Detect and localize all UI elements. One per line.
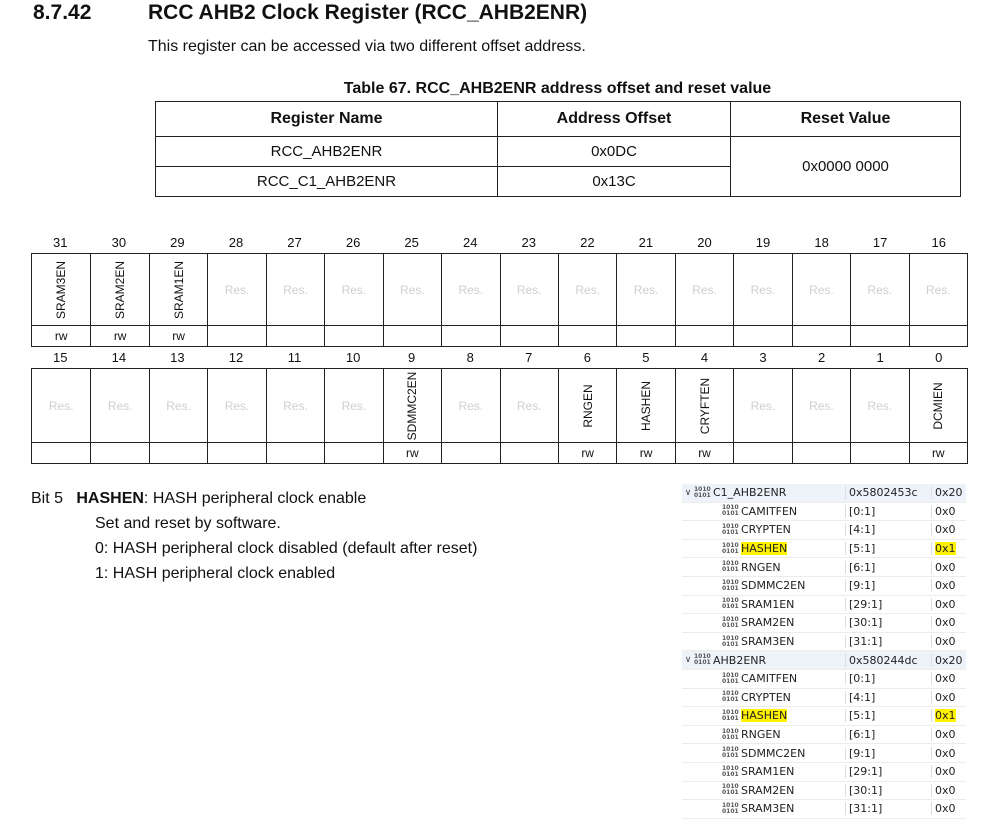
field-name: HASHEN: [741, 709, 788, 723]
access-cell: [324, 443, 382, 463]
bit-description: [31, 486, 477, 586]
bit-number: 19: [755, 235, 771, 250]
field-name: SRAM2EN: [741, 783, 795, 797]
field-value: 0x0: [935, 523, 956, 537]
access-cell: [266, 326, 324, 346]
bit-number: 13: [170, 350, 185, 365]
binary-field-icon: 1010 0101: [722, 541, 739, 555]
access-cell: [266, 443, 324, 463]
bit-field-cell: [792, 369, 850, 442]
register-field-row[interactable]: [682, 670, 966, 689]
field-value-cell: [931, 784, 966, 797]
field-value-cell: [931, 579, 966, 592]
field-name-cell: [682, 784, 845, 797]
field-name: HASHEN: [741, 542, 788, 556]
field-value-cell: [931, 635, 966, 648]
register-field-row[interactable]: [682, 558, 966, 577]
access-cell: [558, 326, 616, 346]
bit-field-cell: [266, 369, 324, 442]
bit-number: 27: [287, 235, 302, 250]
debugger-register-view[interactable]: [682, 484, 966, 819]
bit-number: 12: [228, 350, 244, 365]
field-value: 0x0: [935, 802, 956, 816]
bit-field-cell: [441, 369, 499, 442]
bit-field-cell: [90, 369, 148, 442]
bit-description-line: 0: HASH peripheral clock disabled (default after reset): [95, 540, 478, 557]
access-cell: [733, 326, 791, 346]
field-value-cell: [931, 728, 966, 741]
register-field-row[interactable]: [682, 521, 966, 540]
bit-field-cell: [32, 369, 90, 442]
field-value-cell: [931, 747, 966, 760]
bit-number: 28: [228, 235, 244, 250]
field-bits: [5:1]: [845, 709, 931, 722]
access-cell: rw: [90, 326, 148, 346]
bit-description-line: Set and reset by software.: [95, 515, 281, 532]
bit-number-row: [31, 235, 968, 253]
reserved-label: Res.: [867, 282, 893, 297]
bit-field-cell: [792, 254, 850, 325]
table-caption: Table 67. RCC_AHB2ENR address offset and reset value: [343, 80, 772, 97]
binary-register-icon: 1010 0101: [694, 485, 711, 499]
chevron-down-icon[interactable]: ∨: [684, 655, 692, 666]
bitfield-upper: [31, 235, 968, 347]
field-bits: [4:1]: [845, 523, 931, 536]
reserved-label: Res.: [283, 282, 308, 297]
binary-field-icon: 1010 0101: [722, 522, 739, 536]
bit-number: 18: [814, 235, 829, 250]
access-cell: rw: [616, 443, 674, 463]
field-name-label: RNGEN: [580, 383, 595, 428]
bit-field-cell: [207, 369, 265, 442]
field-name: SRAM3EN: [741, 635, 795, 649]
binary-field-icon: 1010 0101: [722, 764, 739, 778]
binary-field-icon: 1010 0101: [722, 504, 739, 518]
reset-value-cell: 0x0000 0000: [731, 137, 961, 197]
reserved-label: Res.: [575, 282, 600, 297]
field-name-cell: [682, 561, 845, 574]
field-bits: [9:1]: [845, 579, 931, 592]
bit-number: 7: [525, 350, 533, 365]
bit-field-cell: [616, 369, 674, 442]
access-cell: [383, 326, 441, 346]
register-name: C1_AHB2ENR: [713, 486, 787, 500]
register-name-cell: RCC_AHB2ENR: [156, 137, 498, 167]
field-value-cell: [931, 598, 966, 611]
access-row: [31, 325, 968, 347]
bit-field-cell: [383, 369, 441, 442]
field-name-cell: [682, 598, 845, 611]
field-name: SDMMC2EN: [741, 579, 806, 593]
register-field-row[interactable]: [682, 596, 966, 615]
binary-field-icon: 1010 0101: [722, 801, 739, 815]
field-name: RNGEN: [741, 728, 781, 742]
register-value: 0x20: [931, 486, 966, 499]
register-field-row[interactable]: [682, 744, 966, 763]
field-name-cell: [682, 765, 845, 778]
register-value: 0x20: [931, 654, 966, 667]
field-name-label: HASHEN: [639, 380, 654, 431]
field-value: 0x0: [935, 616, 956, 630]
field-bits: [30:1]: [845, 616, 931, 629]
field-value-cell: [931, 542, 966, 555]
field-value: 0x0: [935, 746, 956, 760]
field-name: SDMMC2EN: [741, 746, 806, 760]
register-field-row[interactable]: [682, 763, 966, 782]
field-name: CRYPTEN: [741, 523, 791, 537]
field-name-label: SRAM1EN: [171, 260, 186, 319]
field-value-cell: [931, 691, 966, 704]
field-value: 0x1: [935, 709, 956, 723]
register-field-row[interactable]: [682, 614, 966, 633]
address-offset-cell: 0x13C: [498, 167, 731, 197]
bit-number: 6: [583, 350, 591, 365]
field-bits: [6:1]: [845, 561, 931, 574]
reserved-label: Res.: [692, 282, 717, 297]
register-address: 0x5802453c: [845, 486, 931, 499]
field-name-label: SDMMC2EN: [405, 371, 420, 440]
access-cell: [324, 326, 382, 346]
reserved-label: Res.: [750, 398, 776, 413]
bit-field-cell: [733, 254, 791, 325]
field-row: [31, 368, 968, 442]
access-cell: rw: [909, 443, 967, 463]
bit-field-cell: [850, 254, 908, 325]
bit-number: 14: [111, 350, 127, 365]
field-value-cell: [931, 765, 966, 778]
bit-number: 15: [53, 350, 68, 365]
access-cell: [32, 443, 90, 463]
field-bits: [30:1]: [845, 784, 931, 797]
bit-field-cell: [675, 369, 733, 442]
bit-number: 21: [638, 235, 654, 250]
access-cell: [500, 443, 558, 463]
bit-index: Bit 5: [31, 490, 64, 507]
access-cell: [441, 326, 499, 346]
bit-description-heading: [31, 486, 477, 511]
field-value-cell: [931, 802, 966, 815]
field-value: 0x0: [935, 597, 956, 611]
register-field-row[interactable]: [682, 540, 966, 559]
binary-field-icon: 1010 0101: [722, 597, 739, 611]
reserved-label: Res.: [341, 398, 367, 413]
field-value-cell: [931, 709, 966, 722]
binary-field-icon: 1010 0101: [722, 560, 739, 574]
access-cell: [792, 443, 850, 463]
reserved-label: Res.: [809, 398, 834, 413]
field-name: SRAM3EN: [741, 802, 795, 816]
address-offset-cell: 0x0DC: [498, 137, 731, 167]
register-name-cell: [682, 654, 845, 667]
field-bits: [4:1]: [845, 691, 931, 704]
field-value: 0x0: [935, 783, 956, 797]
register-field-row[interactable]: [682, 707, 966, 726]
bitfield-lower: [31, 350, 968, 464]
binary-field-icon: 1010 0101: [722, 634, 739, 648]
bit-number: 2: [817, 350, 826, 365]
bit-number: 22: [580, 235, 595, 250]
reserved-label: Res.: [224, 282, 250, 297]
bit-field-cell: [500, 254, 558, 325]
field-name-label: CRYFTEN: [697, 377, 712, 434]
section-title: RCC AHB2 Clock Register (RCC_AHB2ENR): [148, 1, 588, 24]
field-value: 0x0: [935, 728, 956, 742]
reserved-label: Res.: [809, 282, 834, 297]
register-field-row[interactable]: [682, 633, 966, 652]
register-name: AHB2ENR: [713, 653, 767, 667]
field-name-cell: [682, 672, 845, 685]
address-offset-table: [155, 101, 961, 197]
section-intro: This register can be accessed via two different offset address.: [148, 38, 586, 55]
bit-field-cell: [733, 369, 791, 442]
binary-field-icon: 1010 0101: [722, 690, 739, 704]
access-cell: [850, 326, 908, 346]
register-field-row[interactable]: [682, 503, 966, 522]
field-name-cell: [682, 523, 845, 536]
bit-field-cell: [383, 254, 441, 325]
bit-number: 16: [931, 235, 946, 250]
reserved-label: Res.: [400, 282, 425, 297]
bit-number: 8: [466, 350, 474, 365]
access-cell: [207, 443, 265, 463]
binary-field-icon: 1010 0101: [722, 708, 739, 722]
bit-number: 23: [521, 235, 537, 250]
field-name-cell: [682, 635, 845, 648]
table-header-row: [156, 102, 961, 137]
field-value-cell: [931, 672, 966, 685]
bit-field-cell: [149, 254, 207, 325]
field-name-cell: [682, 709, 845, 722]
register-name-cell: RCC_C1_AHB2ENR: [156, 167, 498, 197]
bit-number: 17: [872, 235, 888, 250]
field-name-cell: [682, 802, 845, 815]
field-value: 0x0: [935, 672, 956, 686]
bit-field-cell: [675, 254, 733, 325]
binary-field-icon: 1010 0101: [722, 727, 739, 741]
register-group-row[interactable]: [682, 484, 966, 503]
bit-field-cell: [441, 254, 499, 325]
field-name: CRYPTEN: [741, 690, 791, 704]
bit-number: 4: [700, 350, 709, 365]
access-cell: [207, 326, 265, 346]
field-value: 0x0: [935, 504, 956, 518]
access-cell: [909, 326, 967, 346]
field-row: [31, 253, 968, 325]
field-value: 0x1: [935, 542, 956, 556]
access-cell: [616, 326, 674, 346]
binary-field-icon: 1010 0101: [722, 671, 739, 685]
register-name-cell: [682, 486, 845, 499]
field-name-cell: [682, 579, 845, 592]
bit-number: 11: [287, 350, 302, 365]
access-cell: [500, 326, 558, 346]
bit-field-cell: [909, 254, 967, 325]
register-field-row[interactable]: [682, 577, 966, 596]
field-name: SRAM1EN: [741, 765, 795, 779]
reserved-label: Res.: [633, 282, 659, 297]
field-name-cell: [682, 542, 845, 555]
reserved-label: Res.: [925, 282, 951, 297]
bit-field-cell: [90, 254, 148, 325]
bit-number: 31: [53, 235, 68, 250]
reserved-label: Res.: [166, 398, 191, 413]
field-value: 0x0: [935, 690, 956, 704]
bit-number: 0: [935, 350, 943, 365]
bit-number: 29: [170, 235, 185, 250]
field-name-label: SRAM2EN: [113, 260, 128, 319]
field-name-cell: [682, 505, 845, 518]
access-cell: rw: [54, 329, 68, 343]
field-name-label: SRAM3EN: [54, 260, 69, 319]
header-address-offset: Address Offset: [498, 102, 731, 137]
field-name: RNGEN: [741, 560, 781, 574]
register-group-row[interactable]: [682, 651, 966, 670]
bit-number: 3: [759, 350, 767, 365]
access-cell: rw: [558, 443, 616, 463]
binary-field-icon: 1010 0101: [722, 746, 739, 760]
header-reset-value: Reset Value: [731, 102, 961, 137]
field-name: CAMITFEN: [741, 504, 798, 518]
bit-number-row: [31, 350, 968, 368]
field-value: 0x0: [935, 765, 956, 779]
bit-field-cell: [266, 254, 324, 325]
reserved-label: Res.: [516, 282, 542, 297]
bit-number: 30: [111, 235, 127, 250]
reserved-label: Res.: [516, 398, 542, 413]
reserved-label: Res.: [283, 398, 308, 413]
access-cell: [441, 443, 499, 463]
access-cell: [149, 443, 207, 463]
bit-field-cell: [207, 254, 265, 325]
register-field-row[interactable]: [682, 782, 966, 801]
field-name-cell: [682, 728, 845, 741]
access-cell: [792, 326, 850, 346]
access-cell: [733, 443, 791, 463]
field-bits: [6:1]: [845, 728, 931, 741]
access-cell: rw: [675, 443, 733, 463]
bit-field-name: HASHEN: [76, 490, 144, 507]
bit-number: 20: [697, 235, 712, 250]
bit-number: 25: [404, 235, 419, 250]
reserved-label: Res.: [458, 282, 484, 297]
field-bits: [31:1]: [845, 635, 931, 648]
access-cell: rw: [149, 326, 207, 346]
field-bits: [29:1]: [845, 598, 931, 611]
bit-field-cell: [324, 369, 382, 442]
binary-register-icon: 1010 0101: [694, 653, 711, 667]
bit-field-cell: [324, 254, 382, 325]
field-value-cell: [931, 505, 966, 518]
binary-field-icon: 1010 0101: [722, 615, 739, 629]
register-address: 0x580244dc: [845, 654, 931, 667]
bit-description-line: 1: HASH peripheral clock enabled: [95, 565, 336, 582]
field-name: SRAM2EN: [741, 616, 795, 630]
register-field-row[interactable]: [682, 689, 966, 708]
access-cell: [90, 443, 148, 463]
field-bits: [29:1]: [845, 765, 931, 778]
field-value-cell: [931, 561, 966, 574]
chevron-down-icon[interactable]: ∨: [684, 487, 692, 498]
field-value-cell: [931, 616, 966, 629]
bit-summary: : HASH peripheral clock enable: [143, 490, 367, 507]
register-field-row[interactable]: [682, 800, 966, 819]
field-bits: [9:1]: [845, 747, 931, 760]
bit-number: 24: [462, 235, 478, 250]
bit-field-cell: [616, 254, 674, 325]
field-value: 0x0: [935, 579, 956, 593]
access-cell: [850, 443, 908, 463]
header-register-name: Register Name: [156, 102, 498, 137]
bit-field-cell: [850, 369, 908, 442]
access-row: [31, 442, 968, 464]
field-bits: [5:1]: [845, 542, 931, 555]
reserved-label: Res.: [867, 398, 893, 413]
bit-field-cell: [500, 369, 558, 442]
access-cell: [675, 326, 733, 346]
field-name-label: DCMIEN: [931, 381, 946, 430]
reserved-label: Res.: [48, 398, 74, 413]
bit-number: 5: [642, 350, 650, 365]
bit-number: 1: [876, 350, 884, 365]
bit-field-cell: [32, 254, 90, 325]
field-name-cell: [682, 691, 845, 704]
bit-number: 9: [408, 350, 416, 365]
access-cell: rw: [383, 443, 441, 463]
table-row: [156, 137, 961, 167]
reserved-label: Res.: [224, 398, 250, 413]
bit-number: 10: [345, 350, 361, 365]
field-bits: [31:1]: [845, 802, 931, 815]
reserved-label: Res.: [458, 398, 484, 413]
field-value: 0x0: [935, 635, 956, 649]
bit-field-cell: [149, 369, 207, 442]
field-bits: [0:1]: [845, 672, 931, 685]
bit-field-cell: [558, 369, 616, 442]
field-name-cell: [682, 616, 845, 629]
field-value-cell: [931, 523, 966, 536]
bit-field-cell: [909, 369, 967, 442]
reserved-label: Res.: [750, 282, 776, 297]
field-bits: [0:1]: [845, 505, 931, 518]
field-name: SRAM1EN: [741, 597, 795, 611]
register-field-row[interactable]: [682, 726, 966, 745]
binary-field-icon: 1010 0101: [722, 783, 739, 797]
reserved-label: Res.: [107, 398, 133, 413]
field-name: CAMITFEN: [741, 672, 798, 686]
field-name-cell: [682, 747, 845, 760]
binary-field-icon: 1010 0101: [722, 578, 739, 592]
field-value: 0x0: [935, 560, 956, 574]
reserved-label: Res.: [341, 282, 367, 297]
section-number: 8.7.42: [33, 1, 92, 24]
bit-field-cell: [558, 254, 616, 325]
bit-number: 26: [345, 235, 361, 250]
